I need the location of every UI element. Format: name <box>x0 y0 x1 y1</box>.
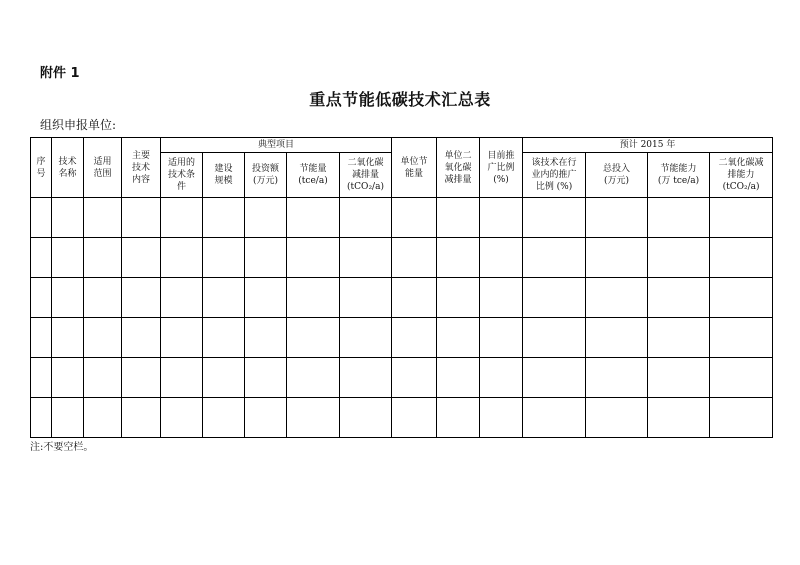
col-seq: 序 号 <box>31 138 52 198</box>
table-cell <box>287 398 340 438</box>
table-cell <box>203 398 245 438</box>
table-cell <box>392 198 437 238</box>
table-cell <box>287 318 340 358</box>
table-cell <box>392 238 437 278</box>
table-cell <box>340 238 392 278</box>
table-cell <box>648 238 710 278</box>
table-cell <box>245 198 287 238</box>
table-cell <box>52 238 84 278</box>
table-cell <box>245 398 287 438</box>
table-cell <box>392 358 437 398</box>
table-cell <box>203 358 245 398</box>
table-cell <box>245 358 287 398</box>
group-forecast: 预计 2015 年 <box>523 138 773 153</box>
table-cell <box>480 278 523 318</box>
table-cell <box>122 238 161 278</box>
table-cell <box>523 398 586 438</box>
table-cell <box>161 358 203 398</box>
table-cell <box>480 238 523 278</box>
table-cell <box>648 278 710 318</box>
table-cell <box>340 318 392 358</box>
table-cell <box>648 318 710 358</box>
table-cell <box>287 198 340 238</box>
table-row <box>31 198 773 238</box>
table-cell <box>287 278 340 318</box>
table-cell <box>161 318 203 358</box>
col-fc-investment: 总投入 (万元) <box>586 153 648 198</box>
col-typ-conditions: 适用的 技术条 件 <box>161 153 203 198</box>
col-scope: 适用 范围 <box>84 138 122 198</box>
table-cell <box>710 398 773 438</box>
table-cell <box>84 398 122 438</box>
table-cell <box>31 198 52 238</box>
table-cell <box>161 398 203 438</box>
table-cell <box>392 278 437 318</box>
table-cell <box>52 358 84 398</box>
table-cell <box>31 398 52 438</box>
table-cell <box>122 198 161 238</box>
col-name: 技术 名称 <box>52 138 84 198</box>
table-row <box>31 278 773 318</box>
table-cell <box>84 238 122 278</box>
table-cell <box>245 278 287 318</box>
table-cell <box>437 398 480 438</box>
table-cell <box>437 318 480 358</box>
table-cell <box>648 398 710 438</box>
table-cell <box>710 238 773 278</box>
col-typ-co2: 二氧化碳 减排量 (tCO₂/a) <box>340 153 392 198</box>
table-cell <box>161 238 203 278</box>
col-fc-co2: 二氧化碳减 排能力 (tCO₂/a) <box>710 153 773 198</box>
table-cell <box>203 238 245 278</box>
table-cell <box>52 278 84 318</box>
table-cell <box>84 278 122 318</box>
col-unit-energy: 单位节 能量 <box>392 138 437 198</box>
table-cell <box>523 238 586 278</box>
table-cell <box>340 358 392 398</box>
col-fc-energy: 节能能力 (万 tce/a) <box>648 153 710 198</box>
col-fc-ratio: 该技术在行 业内的推广 比例 (%) <box>523 153 586 198</box>
col-typ-scale: 建设 规模 <box>203 153 245 198</box>
table-cell <box>161 198 203 238</box>
table-cell <box>437 358 480 398</box>
table-cell <box>523 278 586 318</box>
table-cell <box>84 318 122 358</box>
table-cell <box>586 198 648 238</box>
table-cell <box>480 358 523 398</box>
table-row <box>31 318 773 358</box>
table-body <box>31 198 773 438</box>
table-cell <box>586 318 648 358</box>
table-cell <box>340 398 392 438</box>
table-cell <box>31 238 52 278</box>
table-cell <box>437 238 480 278</box>
table-cell <box>203 318 245 358</box>
table-cell <box>480 198 523 238</box>
table-cell <box>340 198 392 238</box>
table-row <box>31 398 773 438</box>
table-row <box>31 238 773 278</box>
table-cell <box>710 318 773 358</box>
attachment-label: 附件 1 <box>40 66 80 81</box>
table-cell <box>122 358 161 398</box>
table-cell <box>245 238 287 278</box>
table-cell <box>52 318 84 358</box>
col-unit-co2: 单位二 氧化碳 减排量 <box>437 138 480 198</box>
table-cell <box>586 278 648 318</box>
col-content: 主要 技术 内容 <box>122 138 161 198</box>
table-cell <box>523 358 586 398</box>
org-label: 组织申报单位: <box>40 118 117 132</box>
table-cell <box>340 278 392 318</box>
table-row <box>31 358 773 398</box>
table-cell <box>84 198 122 238</box>
footnote: 注:不要空栏。 <box>30 442 94 453</box>
table-cell <box>710 278 773 318</box>
table-cell <box>31 358 52 398</box>
table-cell <box>52 398 84 438</box>
table-cell <box>586 238 648 278</box>
summary-table <box>30 137 773 438</box>
table-cell <box>392 398 437 438</box>
table-cell <box>523 318 586 358</box>
table-cell <box>287 358 340 398</box>
table-cell <box>31 318 52 358</box>
col-typ-investment: 投资额 (万元) <box>245 153 287 198</box>
table-cell <box>52 198 84 238</box>
table-cell <box>84 358 122 398</box>
table-cell <box>523 198 586 238</box>
table-cell <box>586 358 648 398</box>
table-cell <box>648 358 710 398</box>
table-cell <box>161 278 203 318</box>
table-cell <box>245 318 287 358</box>
table-cell <box>392 318 437 358</box>
table-cell <box>710 358 773 398</box>
table-cell <box>122 398 161 438</box>
table-cell <box>710 198 773 238</box>
table-cell <box>437 278 480 318</box>
table-cell <box>586 398 648 438</box>
table-cell <box>122 318 161 358</box>
group-typical: 典型项目 <box>161 138 392 153</box>
table-cell <box>287 238 340 278</box>
table-cell <box>31 278 52 318</box>
table-cell <box>480 398 523 438</box>
table-cell <box>203 278 245 318</box>
table-cell <box>437 198 480 238</box>
page-title: 重点节能低碳技术汇总表 <box>309 90 491 109</box>
header-row-1 <box>31 138 773 153</box>
col-current-ratio: 目前推 广比例 (%) <box>480 138 523 198</box>
table-cell <box>480 318 523 358</box>
table-cell <box>203 198 245 238</box>
table-cell <box>648 198 710 238</box>
col-typ-energy: 节能量 (tce/a) <box>287 153 340 198</box>
table-cell <box>122 278 161 318</box>
